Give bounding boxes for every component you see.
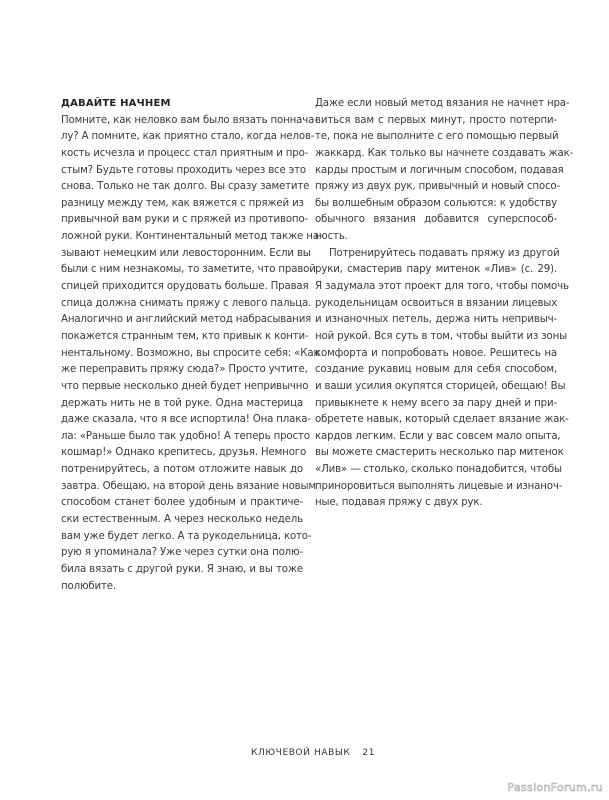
text-line: Аналогично и английский метод набрасывания bbox=[61, 314, 312, 326]
paragraph bbox=[315, 246, 569, 512]
text-line: виться вам с первых минут, просто потерпи- bbox=[315, 114, 557, 126]
text-line: ность. bbox=[315, 231, 348, 243]
text-line: ла: «Раньше было так удобно! А теперь просто bbox=[61, 430, 310, 442]
text-line: Даже если новый метод вязания не начнет нра- bbox=[315, 98, 570, 109]
text-line: приноровиться выполнять лицевые и изнаноч- bbox=[315, 480, 563, 492]
text-line: вы можете смастерить несколько пар митенок bbox=[315, 447, 564, 459]
text-line: вам уже будет легко. А та рукодельница, кото- bbox=[61, 530, 312, 542]
text-line: рую я упоминала? Уже через сутки она полю- bbox=[61, 547, 303, 559]
text-line: и ваши усилия окупятся сторицей, обещаю! Вы bbox=[315, 380, 566, 392]
text-line: ски естественным. А через несколько недель bbox=[61, 514, 303, 526]
text-line: зывают немецким или левосторонним. Если вы bbox=[61, 247, 311, 259]
text-line: била вязать с другой руки. Я знаю, и вы тоже bbox=[61, 563, 303, 575]
section-heading: ДАВАЙТЕ НАЧНЕМ bbox=[61, 98, 171, 109]
text-line: лу? А помните, как приятно стало, когда нелов- bbox=[61, 131, 315, 143]
right-column bbox=[315, 96, 574, 512]
text-line: ной рукой. Вся суть в том, чтобы выйти из зоны bbox=[315, 330, 568, 342]
text-line: и изнаночных петель, держа нить непривыч- bbox=[315, 314, 557, 326]
text-line: руки, смастерив пару митенок «Лив» (с. 29). bbox=[315, 264, 557, 276]
text-line: завтра. Обещаю, на второй день вязание новым bbox=[61, 480, 316, 492]
text-line: пряжу из двух рук, привычный и новый спосо- bbox=[315, 181, 561, 193]
text-line: полюбите. bbox=[61, 580, 116, 592]
text-line: были с ним незнакомы, то заметите, что правой bbox=[61, 264, 316, 276]
watermark: PassionForum.ru bbox=[507, 781, 603, 794]
text-line: обретете навык, который сделает вязание жак- bbox=[315, 414, 569, 426]
text-line: потренируйтесь, а потом отложите навык до bbox=[61, 464, 303, 476]
text-line: карды простым и логичным способом, подавая bbox=[315, 164, 564, 176]
text-line: разницу между тем, как вяжется с пряжей из bbox=[61, 197, 304, 209]
text-line: Я задумала этот проект для того, чтобы помочь bbox=[315, 281, 569, 293]
text-line: комфорта и попробовать новое. Решитесь на bbox=[315, 347, 557, 359]
text-line: рукодельницам освоиться в вязании лицевых bbox=[315, 297, 558, 309]
text-line: жаккард. Как только вы начнете создавать жак- bbox=[315, 147, 574, 159]
text-line: же переправить пряжу сюда?» Просто учтите, bbox=[61, 364, 308, 376]
text-line: кардов легким. Если у вас совсем мало опыта, bbox=[315, 430, 561, 442]
paragraph bbox=[315, 96, 574, 246]
text-line: Помните, как неловко вам было вязать поннача- bbox=[61, 114, 318, 126]
text-line: кошмар!» Однако крепитесь, друзья. Немного bbox=[61, 447, 307, 459]
text-line: держать нить не в той руке. Одна мастерица bbox=[61, 397, 303, 409]
text-line: ложной руки. Континентальный метод также на- bbox=[61, 231, 323, 243]
text-line: стым? Будьте готовы проходить через все это bbox=[61, 164, 307, 176]
text-line: бы волшебным образом сольются: к удобству bbox=[315, 197, 557, 209]
text-line: спицей приходится орудовать больше. Правая bbox=[61, 281, 309, 293]
text-line: ные, подавая пряжу с двух рук. bbox=[315, 497, 483, 509]
text-line: снова. Только не так долго. Вы сразу заметите bbox=[61, 181, 310, 193]
left-column bbox=[61, 96, 323, 595]
text-line: спица должна снимать пряжу с левого пальца. bbox=[61, 297, 312, 309]
text-line: «Лив» — столько, сколько понадобится, чтобы bbox=[315, 464, 562, 476]
text-line: что первые несколько дней будет непривычно bbox=[61, 380, 309, 392]
text-line: Потренируйтесь подавать пряжу из другой bbox=[329, 247, 560, 259]
page-footer bbox=[251, 748, 375, 758]
running-footer-title: КЛЮЧЕВОЙ НАВЫК bbox=[251, 748, 351, 758]
text-line: те, пока не выполните с его помощью первый bbox=[315, 131, 559, 143]
text-line: создание рукавиц новым для себя способом, bbox=[315, 364, 557, 376]
text-line: покажется странным тем, кто привык к конти- bbox=[61, 330, 309, 342]
text-line: кость исчезла и процесс стал приятным и про- bbox=[61, 147, 309, 159]
text-line: нентальному. Возможно, вы спросите себя: «Как bbox=[61, 347, 320, 359]
text-line: способом станет более удобным и практиче- bbox=[61, 497, 303, 509]
text-line: привычной вам руки и с пряжей из противопо- bbox=[61, 214, 309, 226]
page-number: 21 bbox=[362, 748, 376, 758]
text-line: обычного вязания добавится суперспособ- bbox=[315, 214, 557, 226]
text-line: привыкнете к нему всего за пару дней и при- bbox=[315, 397, 557, 409]
paragraph bbox=[61, 113, 323, 596]
text-line: даже сказала, что я все испортила! Она плака- bbox=[61, 414, 311, 426]
